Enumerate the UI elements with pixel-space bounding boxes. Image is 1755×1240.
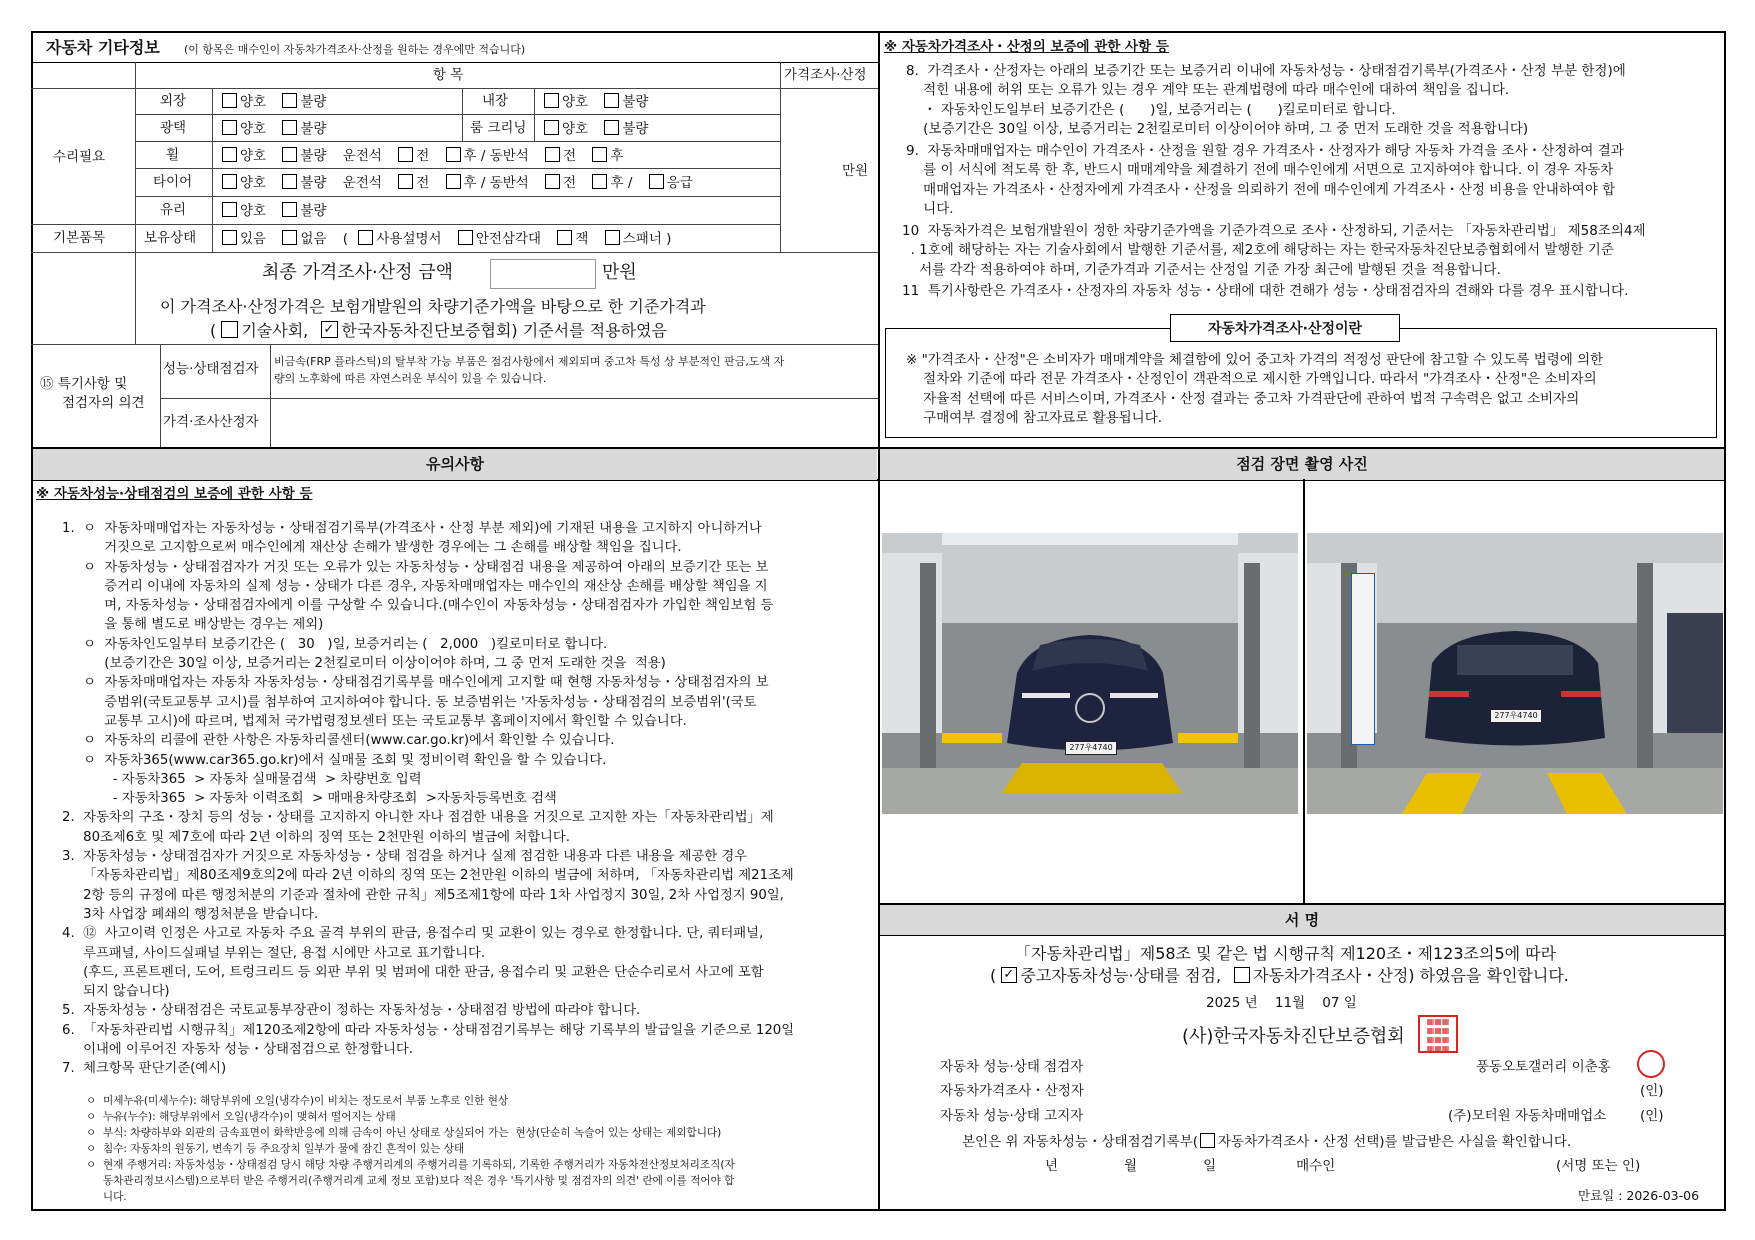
glass-bad-checkbox[interactable] [282,202,297,217]
note-line: (보증기간은 30일 이상, 보증거리는 2천킬로미터 이상이어야 하며, 그 중 먼저 도래한 것을 적용) [62,656,666,672]
criteria-list [86,1093,735,1205]
triangle-checkbox[interactable] [458,230,473,245]
note-line: ㅇ 자동차의 리콜에 관한 사항은 자동차리콜센터(www.car.go.kr)에서 확인할 수 있습니다. [62,733,615,749]
note-line: 이내에 이루어진 자동차 성능・상태점검으로 한정합니다. [62,1042,413,1058]
wheel-pass-rear-checkbox[interactable] [592,147,607,162]
glass-label: 유리 [160,202,187,218]
note-line: 며, 자동차성능・상태점검자에게 이를 구상할 수 있습니다.(매수인이 자동차성능・상태점검자가 가입한 책임보험 등 [62,598,774,614]
perf-opinion-line-1: 비금속(FRP 플라스틱)의 탈부착 가능 부품은 점검사항에서 제외되며 중고차 특성 상 부분적인 판금,도색 자 [274,355,785,368]
inspector-name: 풍동오토갤러리 이춘홍 [1476,1059,1611,1075]
criteria-line: ㅇ 미세누유(미세누수): 해당부위에 오일(냉각수)이 비치는 정도로서 부품 노후로 인한 현상 [86,1095,509,1107]
price-inspector-label: 가격·조사산정자 [163,414,259,430]
law-line: 「자동차관리법」제58조 및 같은 법 시행규칙 제120조・제123조의5에 따라 [1015,944,1557,963]
wheel-rear-checkbox[interactable] [446,147,461,162]
note-line: 80조제6호 및 제7호에 따라 2년 이하의 징역 또는 2천만원 이하의 벌금에 처합니다. [62,829,570,845]
notifier-seal-mark: (인) [1640,1108,1664,1124]
spanner-checkbox[interactable] [605,230,620,245]
special-notes-label-2: 점검자의 의견 [62,395,145,411]
price-definition-text: ※ "가격조사・산정"은 소비자가 매매계약을 체결함에 있어 중고차 가격의 적정성 판단에 참고할 수 있도록 법령에 의한 절차와 기준에 따라 전문 가격조사・산정인이 객관적으로 제시한 가액입니다. 따라서 "가격조사・산정"은 소비자의 자율적 선택에 따른 서비스이며, 가격조사・산정 결과는 중고차 가격판단에 관하여 법적 구속력은 없고 소비자의 구매여부 결정에 참고자료로 활용됩니다. [906,352,1604,426]
wheel-bad-checkbox[interactable] [282,147,297,162]
notes-list [62,519,794,1079]
gloss-label: 광택 [160,120,187,136]
note-line: 2. 자동차의 구조・장치 등의 성능・상태를 고지하지 아니한 자나 점검한 내용을 거짓으로 고지한 자는「자동차관리법」제 [62,810,774,826]
interior-label: 내장 [482,93,509,109]
section-title-note: (이 항목은 매수인이 자동차가격조사·산정을 원하는 경우에만 적습니다) [184,43,526,56]
criteria-line: ㅇ 누유(누수): 해당부위에서 오일(냉각수)이 맺혀서 떨어지는 상태 [86,1111,396,1123]
note-line: 을 통해 별도로 배상받는 경우는 제외) [62,617,324,633]
price-surveyor-seal-mark: (인) [1640,1083,1664,1099]
note-line: 「자동차관리법」제80조제9호의2에 따라 2년 이하의 징역 또는 2천만원 이하의 벌금에 처하며, 「자동차관리법 제21조제 [62,868,794,884]
buyer-signature-mark: (서명 또는 인) [1556,1158,1641,1174]
price-definition-title: 자동차가격조사·산정이란 [1170,314,1400,342]
buyer-line: 년 월 일 매수인 [1045,1158,1336,1174]
criteria-line: 니다. [86,1191,127,1203]
final-amount-unit: 만원 [602,262,637,283]
wheel-front-checkbox[interactable] [398,147,413,162]
room-cleaning-label: 룸 크리닝 [470,120,527,136]
association-name: (사)한국자동차진단보증협회 [1182,1026,1405,1047]
clause-10: 10 자동차가격은 보험개발원이 정한 차량기준가액을 기준가격으로 조사・산정하되, 기준서는 「자동차관리법」 제58조의4제 . 1호에 해당하는 자는 기술사회에서 발행한 기준서를, 제2호에 해당하는 자는 한국자동차진단보증협회에서 발행한 기준 서를 각각 적용하여야 하며, 기준가격과 기준서는 산정일 기준 가장 최근에 발행된 것을 적용합니다. [902,223,1646,278]
glass-options: 양호 불량 [222,202,326,220]
note-line: ㅇ 자동차인도일부터 보증기간은 ( 30 )일, 보증거리는 ( 2,000 )킬로미터로 합니다. [62,636,608,652]
wheel-options: 양호 불량 운전석 전 후 / 동반석 전 후 [222,147,624,165]
exterior-good-checkbox[interactable] [222,93,237,108]
wheel-label: 휠 [166,147,180,163]
final-amount-field[interactable] [490,259,596,289]
note-line: ㅇ 자동차성능・상태점검자가 거짓 또는 오류가 있는 자동차성능・상태점검 내용을 제공하여 아래의 보증기간 또는 보 [62,559,769,575]
tire-label: 타이어 [153,174,193,190]
none-checkbox[interactable] [282,230,297,245]
note-line: (후드, 프론트펜더, 도어, 트렁크리드 등 외판 부위 및 범퍼에 대한 판금, 용접수리 및 교환은 단순수리로서 사고에 포함 [62,964,764,980]
price-survey-checkbox[interactable] [1234,967,1250,983]
note-line: 4. ⑫ 사고이력 인정은 사고로 자동차 주요 골격 부위의 판금, 용접수리 및 교환이 있는 경우로 한정합니다. 단, 쿼터패널, [62,926,764,942]
room-cleaning-options: 양호 불량 [544,120,648,138]
note-line: 되지 않습니다) [62,984,170,1000]
gloss-bad-checkbox[interactable] [282,120,297,135]
price-column-header: 가격조사·산정 [784,67,867,83]
section-title: 자동차 기타정보 [46,38,160,57]
notes-band: 유의사항 [33,449,877,480]
inspector-label: 자동차 성능·상태 점검자 [940,1059,1084,1075]
exterior-bad-checkbox[interactable] [282,93,297,108]
tire-bad-checkbox[interactable] [282,174,297,189]
tire-pass-front-checkbox[interactable] [545,174,560,189]
criteria-line: ㅇ 침수: 자동차의 원동기, 변속기 등 주요장치 일부가 물에 잠긴 흔적이 있는 상태 [86,1143,465,1155]
item-column-header: 항 목 [433,67,464,83]
price-surveyor-label: 자동차가격조사・산정자 [940,1083,1084,1099]
gloss-options: 양호 불량 [222,120,326,138]
note-line: 7. 체크항목 판단기준(예시) [62,1061,227,1077]
basic-items-label: 기본품목 [53,230,106,246]
front-plate: 277우4740 [1065,741,1117,755]
rear-plate: 277우4740 [1490,709,1542,723]
tire-pass-rear-checkbox[interactable] [592,174,607,189]
glass-good-checkbox[interactable] [222,202,237,217]
note-line: 루프패널, 사이드실패널 부위는 절단, 용접 시에만 사고로 표기합니다. [62,945,486,961]
note-line: 거짓으로 고지함으로써 매수인에게 재산상 손해가 발생한 경우에는 그 손해를 배상할 책임을 집니다. [62,540,682,556]
inspector-seal [1637,1050,1665,1078]
front-inspection-photo [882,533,1298,814]
confirm-line: ( ✓ 중고자동차성능·상태를 점검, 자동차가격조사・산정) 하였음을 확인합니다. [990,966,1569,986]
basis-line: 이 가격조사·산정가격은 보험개발원의 차량기준가액을 바탕으로 한 기준가격과 [160,297,706,316]
clause-9: 9. 자동차매매업자는 매수인이 가격조사・산정을 원할 경우 가격조사・산정자가 해당 자동차 가격을 조사・산정하여 결과 를 이 서식에 적도록 한 후, 반드시 매매계약을 체결하기 전에 매수인에게 서면으로 고지하여야 합니다. 이 경우 자동차 매매업자는 가격조사・산정자에게 가격조사・산정을 의뢰하기 전에 매수인에게 가격조사・산정 비용을 안내하여야 합 니다. [906,143,1624,217]
notifier-name: (주)모터원 자동차매매업소 [1448,1108,1607,1124]
signature-band: 서 명 [880,905,1724,935]
interior-bad-checkbox[interactable] [604,93,619,108]
interior-good-checkbox[interactable] [544,93,559,108]
tire-rear-checkbox[interactable] [446,174,461,189]
jack-checkbox[interactable] [557,230,572,245]
note-line: 교통부 고시)에 따르며, 법제처 국가법령정보센터 또는 국토교통부 홈페이지에서 확인할 수 있습니다. [62,713,687,729]
note-line: ㅇ 자동차매매업자는 자동차 자동차성능・상태점검기록부를 매수인에게 고지할 때 현행 자동차성능・상태점검자의 보 [62,675,769,691]
price-warranty-heading: ※ 자동차가격조사・산정의 보증에 관한 사항 등 [884,39,1169,55]
tire-front-checkbox[interactable] [398,174,413,189]
tire-good-checkbox[interactable] [222,174,237,189]
notes-heading: ※ 자동차성능·상태점검의 보증에 관한 사항 등 [36,486,313,502]
note-line: 5. 자동차성능・상태점검은 국토교통부장관이 정하는 자동차성능・상태점검 방법에 따라야 합니다. [62,1003,641,1019]
have-checkbox[interactable] [222,230,237,245]
note-line: 3차 사업장 폐쇄의 행정처분을 받습니다. [62,906,319,922]
banner-flag [1351,573,1375,745]
perf-inspector-label: 성능·상태점검자 [163,361,259,377]
criteria-line: ㅇ 현재 주행거리: 자동차성능・상태점검 당시 해당 차량 주행거리계의 주행거리를 기록하되, 기록한 주행거리가 자동차전산정보처리조직(자 [86,1159,735,1171]
sign-date: 2025 년 11월 07 일 [1206,995,1357,1011]
interior-options: 양호 불량 [544,93,648,111]
price-unit: 만원 [842,163,869,179]
special-notes-label: ⑮ 특기사항 및 [40,376,128,392]
note-line: - 자동차365 > 자동차 이력조회 > 매매용차량조회 >자동차등록번호 검색 [62,791,557,807]
rear-inspection-photo [1307,533,1723,814]
final-amount-label: 최종 가격조사·산정 금액 [262,262,454,283]
note-line: ㅇ 자동차365(www.car365.go.kr)에서 실매물 조회 및 정비이력 확인을 할 수 있습니다. [62,752,607,768]
criteria-line: 동차관리정보시스템)으로부터 받은 주행거리(주행거리계 교체 정보 포함)보다 적은 경우 '특기사항 및 점검자의 의견' 란에 이를 적어야 합 [86,1175,735,1187]
room-cleaning-good-checkbox[interactable] [544,120,559,135]
note-line: 증거리 이내에 자동차의 실제 성능・상태가 다른 경우, 자동차매매업자는 매수인의 재산상 손해를 배상할 책임을 지 [62,578,768,594]
holding-status-label: 보유상태 [144,230,197,246]
receipt-price-checkbox[interactable] [1200,1133,1215,1148]
exterior-label: 외장 [160,93,187,109]
wheel-pass-front-checkbox[interactable] [545,147,560,162]
notifier-label: 자동차 성능·상태 고지자 [940,1108,1084,1124]
criteria-line: ㅇ 부식: 차량하부와 외판의 금속표면이 화학반응에 의해 금속이 아닌 상태로 상실되어 가는 현상(단순히 녹슬어 있는 상태는 제외합니다) [86,1127,722,1139]
expiry-date: 만료일 : 2026-03-06 [1578,1188,1700,1203]
note-line: 2항 등의 규정에 따른 행정처분의 기준과 절차에 관한 규칙」제5조제1항에 따라 1차 사업정지 30일, 2차 사업정지 90일, [62,887,784,903]
room-cleaning-bad-checkbox[interactable] [604,120,619,135]
repair-needed-label: 수리필요 [53,149,106,165]
tire-options: 양호 불량 운전석 전 후 / 동반석 전 후 / 응급 [222,174,693,192]
tire-emergency-checkbox[interactable] [649,174,664,189]
used-car-check-checkbox[interactable] [1001,967,1017,983]
note-line: 1. ㅇ 자동차매매업자는 자동차성능・상태점검기록부(가격조사・산정 부분 제외)에 기재된 내용을 고지하지 아니하거나 [62,521,762,536]
note-line: 3. 자동차성능・상태점검자가 거짓으로 자동차성능・상태 점검을 하거나 실제 점검한 내용과 다른 내용을 제공한 경우 [62,849,748,865]
perf-opinion-line-2: 량의 노후화에 따른 자연스러운 부식이 있을 수 있습니다. [274,372,547,385]
kaida-checkbox[interactable] [321,321,338,338]
exterior-options: 양호 불량 [222,93,326,111]
photos-band: 점검 장면 촬영 사진 [880,449,1724,480]
association-stamp: ▦▦▦ ▦▦▦ ▦▦▦ ▦▦▦ [1418,1015,1458,1053]
clause-11: 11 특기사항란은 가격조사・산정자의 자동차 성능・상태에 대한 견해가 성능・상태점검자의 견해와 다를 경우 표시합니다. [902,283,1629,299]
note-line: - 자동차365 > 자동차 실매물검색 > 차량번호 입력 [62,771,422,787]
basis-line-2: ( 기술사회, ✓ 한국자동차진단보증협회) 기준서를 적용하였음 [210,320,667,342]
center-divider [878,31,880,1211]
basic-items-options: 있음 없음 ( 사용설명서 안전삼각대 잭 스패너 ) [222,230,671,248]
gloss-good-checkbox[interactable] [222,120,237,135]
clause-8: 8. 가격조사・산정자는 아래의 보증기간 또는 보증거리 이내에 자동차성능・상태점검기록부(가격조사・산정 부분 한정)에 적힌 내용에 허위 또는 오류가 있는 경우 계약 또는 관계법령에 따라 매수인에 대하여 책임을 집니다. ・ 자동차인도일부터 보증기간은 ( )일, 보증거리는 ( )킬로미터로 합니다. (보증기간은 30일 이상, 보증거리는 2천킬로미터 이상이어야 하며, 그 중 먼저 도래한 것을 적용합니다) [906,63,1626,137]
note-line: 6. 「자동차관리법 시행규칙」제120조제2항에 따라 자동차성능・상태점검기록부는 해당 기록부의 발급일을 기준으로 120일 [62,1022,795,1038]
tech-society-checkbox[interactable] [221,321,238,338]
receipt-line: 본인은 위 자동차성능・상태점검기록부( 자동차가격조사・산정 선택)를 발급받은 사실을 확인합니다. [962,1134,1572,1150]
wheel-good-checkbox[interactable] [222,147,237,162]
manual-checkbox[interactable] [358,230,373,245]
note-line: 증범위(국토교통부 고시)를 첨부하여 고지하여야 합니다. 동 보증범위는 '자동차성능・상태점검의 보증범위'(국토 [62,694,757,710]
